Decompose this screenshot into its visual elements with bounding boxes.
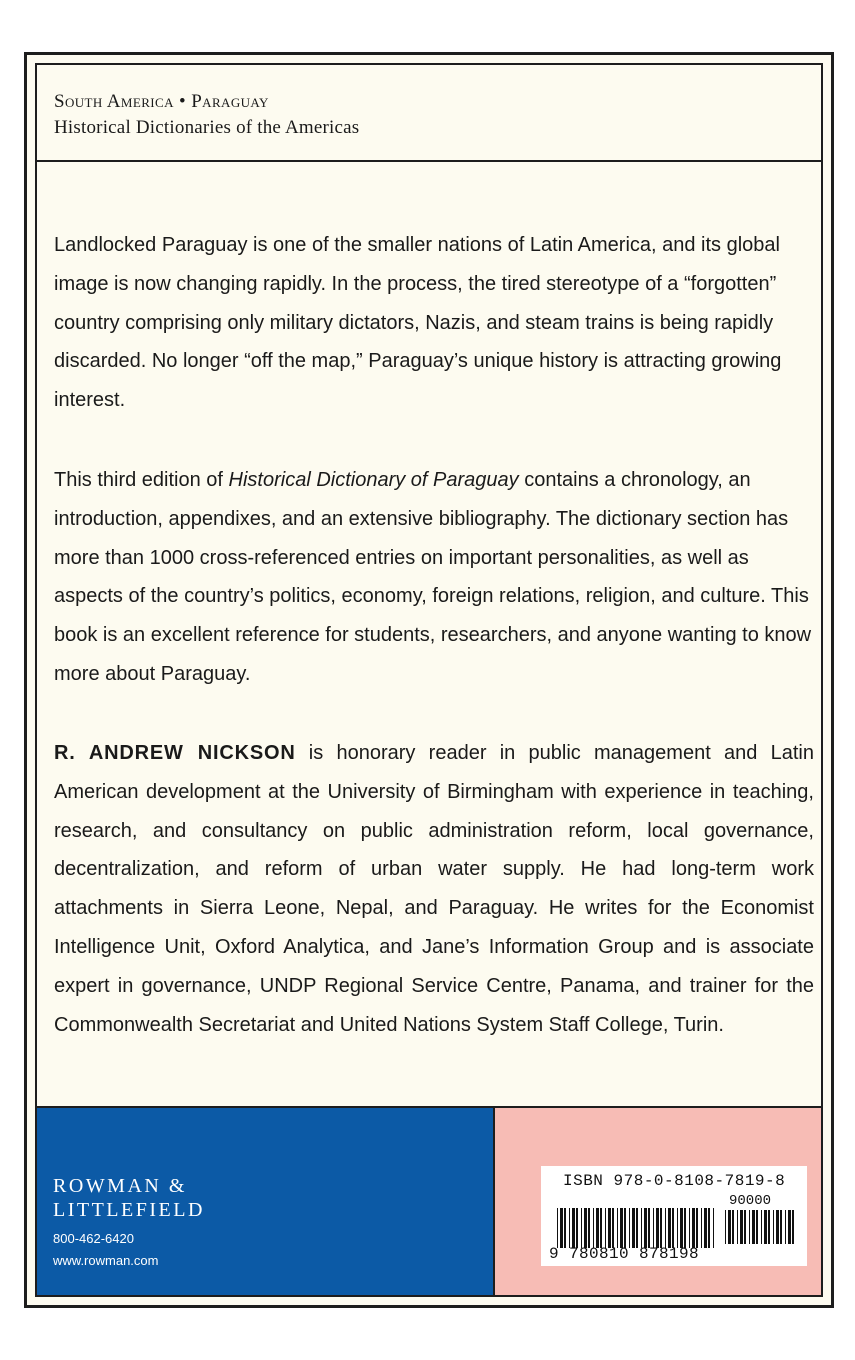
barcode-stripe bbox=[756, 1210, 758, 1244]
barcode-stripe bbox=[600, 1208, 602, 1248]
barcode-stripe bbox=[692, 1208, 695, 1248]
barcode-stripe bbox=[636, 1208, 638, 1248]
publisher-name-line-2: LITTLEFIELD bbox=[53, 1199, 205, 1221]
barcode-stripe bbox=[701, 1208, 702, 1248]
cover-frame bbox=[35, 63, 823, 1297]
isbn-number: ISBN 978-0-8108-7819-8 bbox=[563, 1172, 786, 1190]
barcode-label bbox=[541, 1166, 807, 1266]
barcode-stripe bbox=[653, 1208, 654, 1248]
barcode-stripe bbox=[596, 1208, 599, 1248]
barcode-stripe bbox=[605, 1208, 606, 1248]
barcode-stripe bbox=[572, 1208, 575, 1248]
barcode-stripe bbox=[660, 1208, 662, 1248]
barcode-stripe bbox=[696, 1208, 698, 1248]
barcode-stripe bbox=[780, 1210, 782, 1244]
paragraph-2-rest: contains a chronology, an introduction, appendixes, and an extensive bibliography. The dictionary section has more than 1000 cross-referenced entries on important personalities, as well as aspects of the country’s politics, economy, foreign relations, religion, and culture. This book is an excellent reference for students, researchers, and anyone wanting to know more about Paraguay. bbox=[54, 469, 812, 685]
barcode-stripe bbox=[732, 1210, 734, 1244]
barcode-stripe bbox=[648, 1208, 650, 1248]
description-paragraph-1: Landlocked Paraguay is one of the smaller nations of Latin America, and its global image is now changing rapidly. In the process, the tired stereotype of a “forgotten” country comprising only military dictators, Nazis, and steam trains is being rapidly discarded. No longer “off the map,” Paraguay’s unique history is attracting growing interest. bbox=[54, 234, 782, 412]
barcode-stripe bbox=[564, 1208, 566, 1248]
barcode-stripe bbox=[684, 1208, 686, 1248]
barcode-stripe bbox=[737, 1210, 738, 1244]
barcode-stripe bbox=[644, 1208, 647, 1248]
barcode-stripe bbox=[704, 1208, 707, 1248]
barcode-stripe bbox=[708, 1208, 710, 1248]
back-cover bbox=[24, 52, 834, 1308]
barcode-stripe bbox=[792, 1210, 794, 1244]
barcode-stripe bbox=[728, 1210, 731, 1244]
series-header bbox=[37, 65, 821, 162]
barcode-stripe bbox=[768, 1210, 770, 1244]
barcode-stripe bbox=[744, 1210, 746, 1244]
barcode-stripe bbox=[785, 1210, 786, 1244]
barcode-stripe bbox=[668, 1208, 671, 1248]
barcode-stripe bbox=[641, 1208, 642, 1248]
barcode-stripe bbox=[593, 1208, 594, 1248]
barcode-stripe bbox=[569, 1208, 570, 1248]
barcode-stripe bbox=[656, 1208, 659, 1248]
series-region: South America • Paraguay bbox=[54, 91, 269, 112]
barcode-panel bbox=[493, 1106, 821, 1295]
barcode-stripe bbox=[761, 1210, 762, 1244]
barcode-stripe bbox=[576, 1208, 578, 1248]
addon-barcode-bars bbox=[725, 1210, 795, 1244]
book-title: Historical Dictionary of Paraguay bbox=[228, 469, 519, 491]
publisher-logo bbox=[53, 1174, 205, 1222]
barcode-stripe bbox=[560, 1208, 563, 1248]
author-name: R. ANDREW NICKSON bbox=[54, 742, 296, 764]
barcode-stripe bbox=[740, 1210, 743, 1244]
barcode-stripe bbox=[557, 1208, 558, 1248]
barcode-stripe bbox=[632, 1208, 635, 1248]
barcode-stripe bbox=[617, 1208, 618, 1248]
barcode-stripe bbox=[773, 1210, 774, 1244]
barcode-stripe bbox=[584, 1208, 587, 1248]
barcode-stripe bbox=[665, 1208, 666, 1248]
barcode-stripe bbox=[776, 1210, 779, 1244]
barcode-stripe bbox=[788, 1210, 791, 1244]
price-code: 90000 bbox=[729, 1193, 772, 1209]
barcode-stripe bbox=[677, 1208, 678, 1248]
paragraph-2-lead: This third edition of bbox=[54, 469, 229, 491]
barcode-stripe bbox=[725, 1210, 726, 1244]
barcode-stripe bbox=[612, 1208, 614, 1248]
publisher-panel bbox=[37, 1106, 493, 1295]
barcode-stripe bbox=[689, 1208, 690, 1248]
barcode-bars bbox=[557, 1208, 717, 1248]
publisher-name-line-1: ROWMAN & bbox=[53, 1175, 187, 1197]
description-paragraph-2 bbox=[54, 461, 814, 694]
barcode-stripe bbox=[620, 1208, 623, 1248]
barcode-stripe bbox=[581, 1208, 582, 1248]
barcode-digits: 9 780810 878198 bbox=[549, 1245, 700, 1263]
barcode-stripe bbox=[629, 1208, 630, 1248]
barcode-stripe bbox=[713, 1208, 714, 1248]
barcode-stripe bbox=[624, 1208, 626, 1248]
barcode-stripe bbox=[680, 1208, 683, 1248]
publisher-phone: 800-462-6420 bbox=[53, 1231, 134, 1246]
publisher-website: www.rowman.com bbox=[53, 1253, 159, 1268]
barcode-stripe bbox=[588, 1208, 590, 1248]
barcode-stripe bbox=[749, 1210, 750, 1244]
author-bio bbox=[54, 734, 814, 1044]
barcode-stripe bbox=[672, 1208, 674, 1248]
author-bio-text: is honorary reader in public management and Latin American development at the University of Birmingham with experience in teaching, research, and consultancy on public administration reform, local governance, decentralization, and reform of urban water supply. He had long-term work attachments in Sierra Leone, Nepal, and Paraguay. He writes for the Economist Intelligence Unit, Oxford Analytica, and Jane’s Information Group and is associate expert in governance, UNDP Regional Service Centre, Panama, and trainer for the Commonwealth Secretariat and United Nations System Staff College, Turin. bbox=[54, 742, 814, 1036]
barcode-stripe bbox=[764, 1210, 767, 1244]
barcode-stripe bbox=[752, 1210, 755, 1244]
series-name: Historical Dictionaries of the Americas bbox=[54, 117, 360, 138]
barcode-stripe bbox=[608, 1208, 611, 1248]
